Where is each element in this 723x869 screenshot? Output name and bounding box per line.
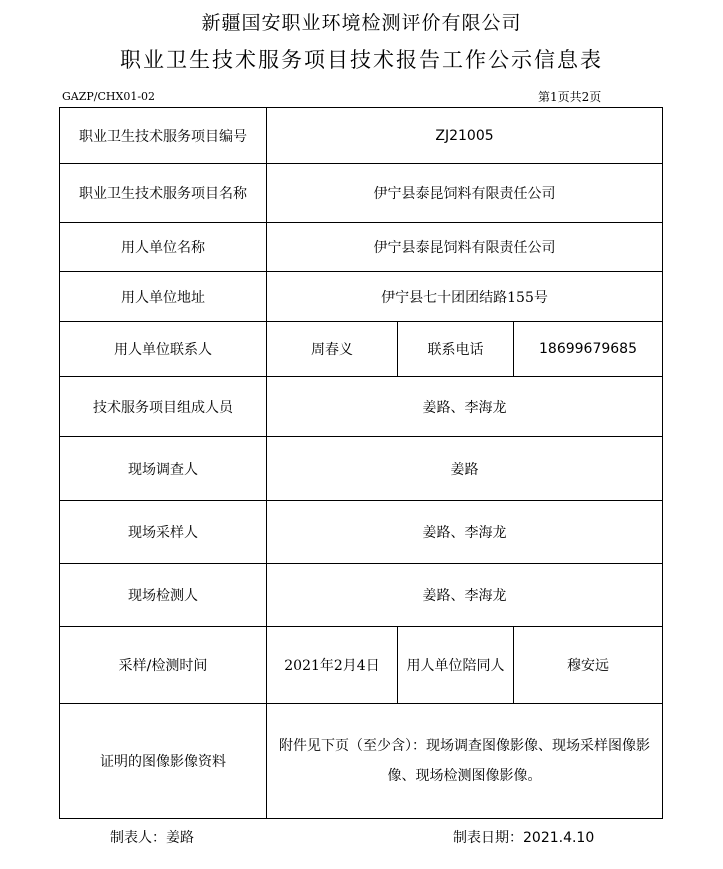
table-row [60,564,663,627]
phone-label: 联系电话 [398,322,514,377]
table-row [60,322,663,377]
page-info: 第1页共2页 [538,90,602,104]
table-row [60,272,663,322]
team-value: 姜路、李海龙 [267,377,663,437]
employer-name-value: 伊宁县泰昆饲料有限责任公司 [267,223,663,272]
table-row [60,108,663,164]
tester-label: 现场检测人 [60,564,267,627]
tester-value: 姜路、李海龙 [267,564,663,627]
time-label: 采样/检测时间 [60,627,267,704]
contact-value: 周春义 [267,322,398,377]
company-name: 新疆国安职业环境检测评价有限公司 [201,12,522,34]
table-row [60,164,663,223]
surveyor-value: 姜路 [267,437,663,501]
document-title: 职业卫生技术服务项目技术报告工作公示信息表 [120,48,603,72]
info-table [59,107,663,819]
employer-address-label: 用人单位地址 [60,272,267,322]
images-value: 附件见下页（至少含）：现场调查图像影像、现场采样图像影像、现场检测图像影像。 [267,704,663,819]
phone-value: 18699679685 [514,322,663,377]
table-row [60,437,663,501]
sampler-label: 现场采样人 [60,501,267,564]
time-value: 2021年2月4日 [267,627,398,704]
table-row [60,627,663,704]
project-name-value: 伊宁县泰昆饲料有限责任公司 [267,164,663,223]
table-date: 制表日期：2021.4.10 [453,830,595,846]
team-label: 技术服务项目组成人员 [60,377,267,437]
employer-address-value: 伊宁县七十团团结路155号 [267,272,663,322]
sampler-value: 姜路、李海龙 [267,501,663,564]
table-row [60,501,663,564]
surveyor-label: 现场调查人 [60,437,267,501]
employer-name-label: 用人单位名称 [60,223,267,272]
images-label: 证明的图像影像资料 [60,704,267,819]
document-number: GAZP/CHX01-02 [62,90,156,103]
project-name-label: 职业卫生技术服务项目名称 [60,164,267,223]
project-no-value: ZJ21005 [267,108,663,164]
table-row [60,377,663,437]
table-row [60,223,663,272]
companion-label: 用人单位陪同人 [398,627,514,704]
project-no-label: 职业卫生技术服务项目编号 [60,108,267,164]
contact-label: 用人单位联系人 [60,322,267,377]
table-row [60,704,663,819]
companion-value: 穆安远 [514,627,663,704]
table-maker: 制表人：姜路 [110,830,194,846]
